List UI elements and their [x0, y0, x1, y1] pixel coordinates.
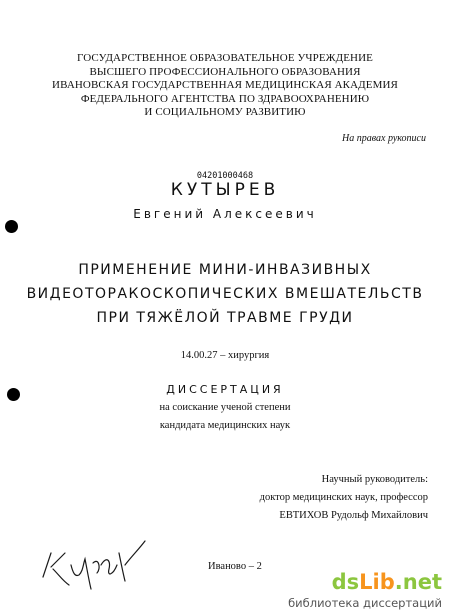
- watermark-logo: [332, 570, 442, 594]
- dissertation-title: [0, 258, 450, 330]
- watermark-subtitle: библиотека диссертаций: [288, 596, 442, 610]
- logo-part: ds: [331, 570, 360, 594]
- specialty-code: 14.00.27 – хирургия: [180, 350, 270, 361]
- author-signature: [35, 535, 150, 595]
- institution-header: [0, 52, 450, 120]
- supervisor-name: ЕВТИХОВ Рудольф Михайлович: [279, 510, 428, 521]
- supervisor-label: Научный руководитель:: [321, 474, 428, 485]
- author-surname: КУТЫРЕВ: [170, 180, 280, 200]
- title-line: ВИДЕОТОРАКОСКОПИЧЕСКИХ ВМЕШАТЕЛЬСТВ: [26, 286, 424, 302]
- city-year: Иваново – 2: [208, 561, 262, 572]
- document-type: ДИССЕРТАЦИЯ: [166, 383, 284, 396]
- rights-notice: На правах рукописи: [342, 133, 426, 144]
- institution-line: ФЕДЕРАЛЬНОГО АГЕНТСТВА ПО ЗДРАВООХРАНЕНИЮ: [80, 92, 370, 105]
- registration-code: 04201000468: [196, 171, 254, 181]
- punch-hole-dot: [5, 220, 18, 233]
- supervisor-title: доктор медицинских наук, профессор: [259, 492, 428, 503]
- title-line: ПРИМЕНЕНИЕ МИНИ-ИНВАЗИВНЫХ: [78, 262, 372, 278]
- institution-line: И СОЦИАЛЬНОМУ РАЗВИТИЮ: [144, 106, 306, 118]
- institution-line: ГОСУДАРСТВЕННОЕ ОБРАЗОВАТЕЛЬНОЕ УЧРЕЖДЕНИЕ: [77, 52, 373, 64]
- logo-part: .net: [394, 570, 442, 594]
- logo-part: Lib: [359, 570, 395, 594]
- institution-line: ВЫСШЕГО ПРОФЕССИОНАЛЬНОГО ОБРАЗОВАНИЯ: [89, 65, 361, 78]
- author-name: Евгений Алексеевич: [133, 207, 317, 221]
- degree-purpose: на соискание ученой степени: [159, 402, 291, 413]
- institution-line: ИВАНОВСКАЯ ГОСУДАРСТВЕННАЯ МЕДИЦИНСКАЯ АКАДЕМИЯ: [52, 79, 398, 91]
- degree-name: кандидата медицинских наук: [159, 420, 291, 431]
- title-line: ПРИ ТЯЖЁЛОЙ ТРАВМЕ ГРУДИ: [96, 310, 354, 326]
